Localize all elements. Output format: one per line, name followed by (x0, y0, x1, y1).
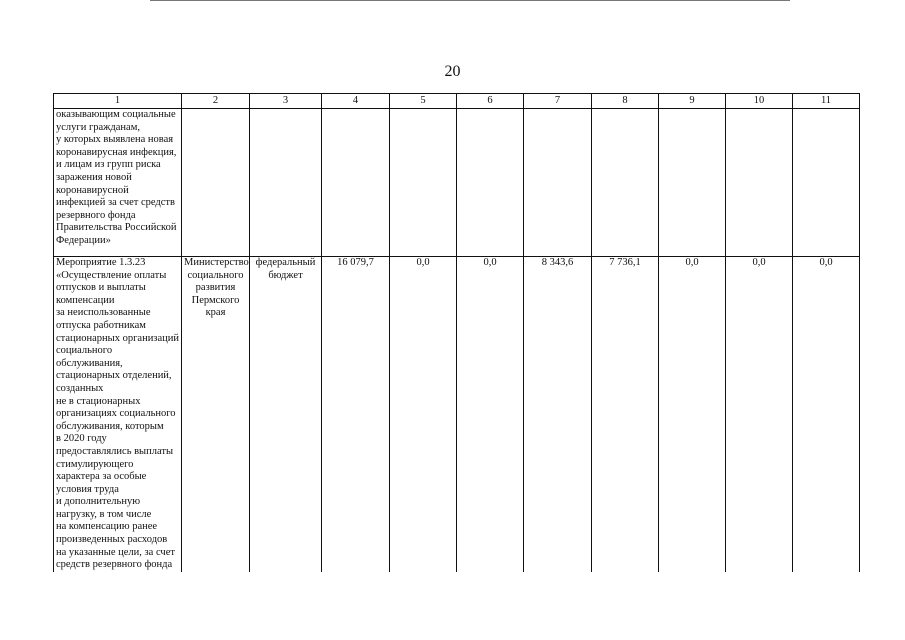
row-value (793, 109, 860, 257)
scan-top-rule (150, 0, 790, 1)
row-value (659, 109, 726, 257)
column-header: 2 (182, 94, 250, 109)
row-value: 8 343,6 (524, 257, 592, 572)
row-value (524, 109, 592, 257)
row-value (322, 109, 390, 257)
column-header: 3 (250, 94, 322, 109)
column-header: 1 (54, 94, 182, 109)
row-value: 0,0 (793, 257, 860, 572)
page-number: 20 (444, 63, 461, 80)
column-header: 5 (390, 94, 457, 109)
column-header: 6 (457, 94, 524, 109)
row-value (726, 109, 793, 257)
column-number-row (54, 94, 860, 109)
table-row-measure-1-3-23 (54, 257, 860, 572)
row-executor (182, 109, 250, 257)
row-value: 0,0 (390, 257, 457, 572)
row-description: оказывающим социальные услуги гражданам, у которых выявлена новая коронавирусная инфекция, и лицам из групп риска заражения новой коронавирусной инфекцией за счет средств резервного фонда Правительства Российской Федерации» (54, 109, 182, 257)
row-executor: Министерство социального развития Пермского края (182, 257, 250, 572)
column-header: 9 (659, 94, 726, 109)
row-value (592, 109, 659, 257)
row-value: 16 079,7 (322, 257, 390, 572)
column-header: 7 (524, 94, 592, 109)
row-value (457, 109, 524, 257)
row-value (390, 109, 457, 257)
column-header: 11 (793, 94, 860, 109)
column-header: 10 (726, 94, 793, 109)
column-header: 8 (592, 94, 659, 109)
row-funding-source (250, 109, 322, 257)
row-value: 0,0 (457, 257, 524, 572)
row-value: 0,0 (659, 257, 726, 572)
program-table (53, 93, 860, 572)
row-funding-source: федеральный бюджет (250, 257, 322, 572)
table-row-continued (54, 109, 860, 257)
row-value: 0,0 (726, 257, 793, 572)
row-description: Мероприятие 1.3.23 «Осуществление оплаты отпусков и выплаты компенсации за неиспользованные отпуска работникам стационарных организаций социального обслуживания, стационарных отделений, созданных не в стационарных организациях социального обслуживания, которым в 2020 году предоставлялись выплаты стимулирующего характера за особые условия труда и дополнительную нагрузку, в том числе на компенсацию ранее произведенных расходов на указанные цели, за счет средств резервного фонда (54, 257, 182, 572)
row-value: 7 736,1 (592, 257, 659, 572)
column-header: 4 (322, 94, 390, 109)
